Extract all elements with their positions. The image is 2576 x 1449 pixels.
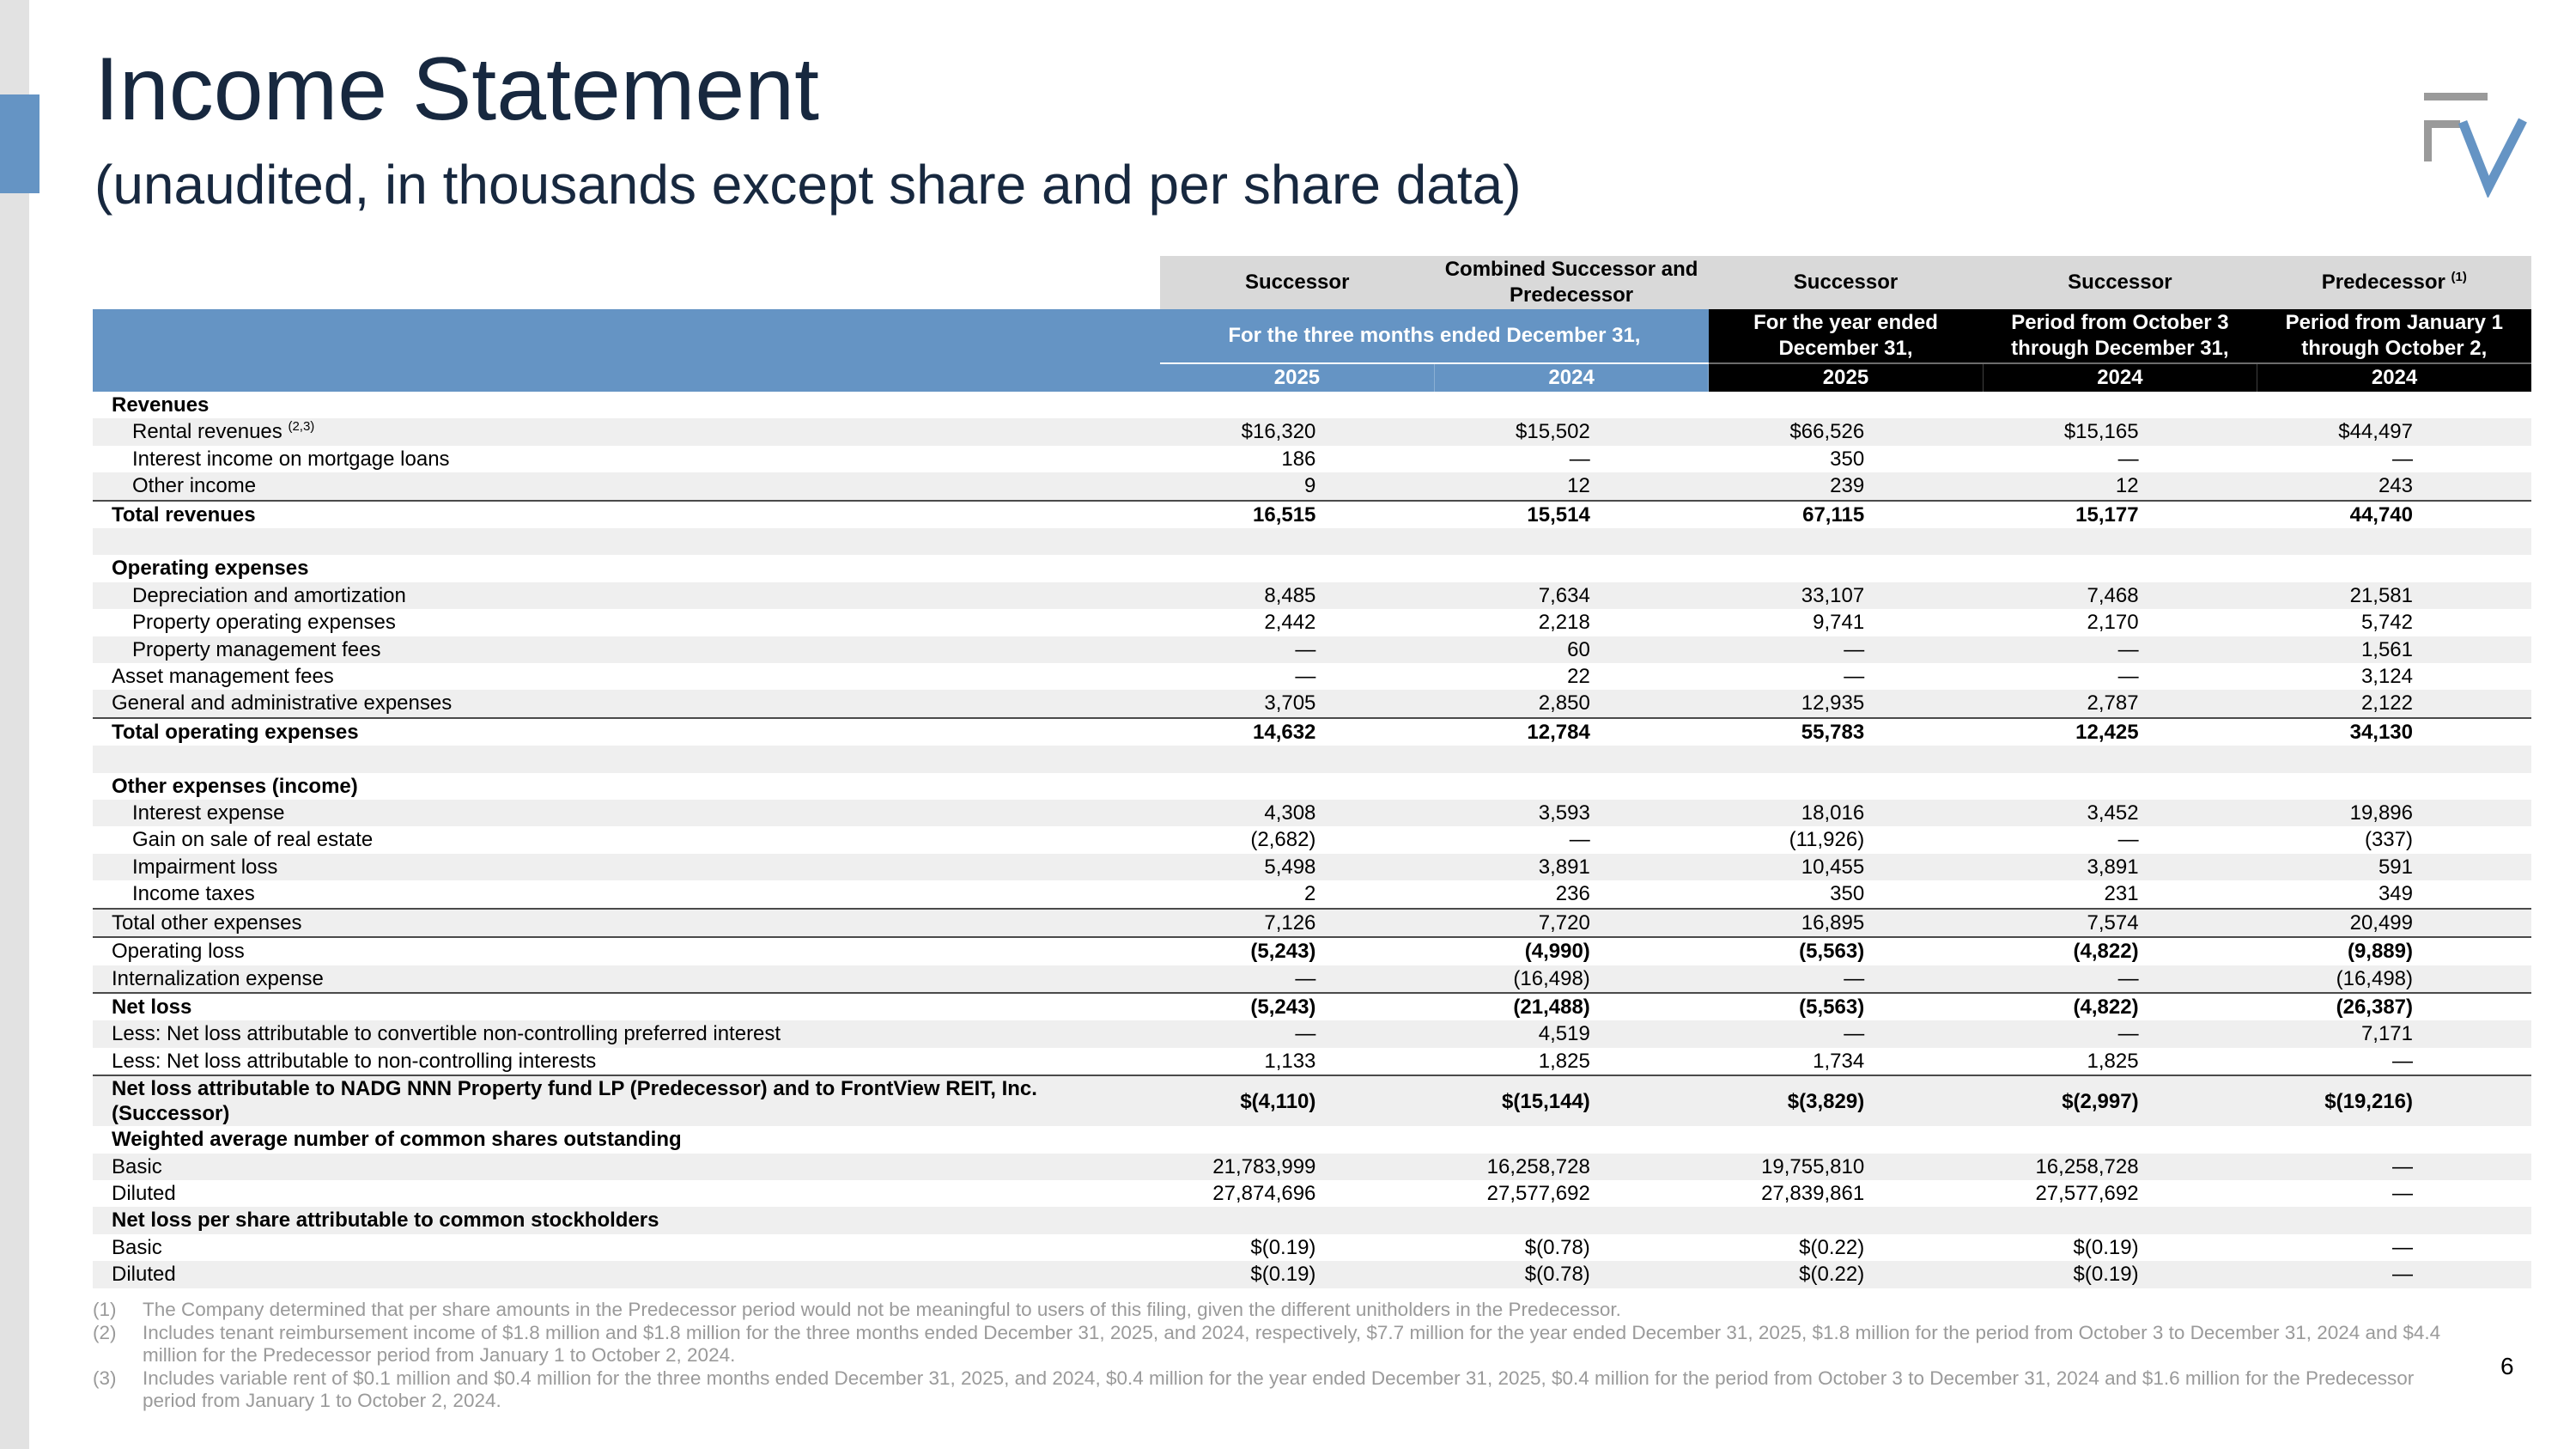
row-value-col-4: — (2117, 828, 2139, 852)
entity-header-3: Successor (1709, 256, 1983, 309)
entity-header-1: Successor (1160, 256, 1434, 309)
table-row (93, 718, 2531, 746)
row-value-col-3: 9,741 (1813, 611, 1865, 635)
entity-header-2: Combined Successor and Predecessor (1434, 256, 1708, 309)
row-value-col-5 (2257, 528, 2531, 555)
row-value-col-2 (1434, 392, 1708, 418)
row-value-col-3: (5,563) (1709, 993, 1983, 1020)
row-value-col-5: 591 (2257, 854, 2531, 880)
row-value-col-3 (1709, 773, 1983, 800)
row-value-col-5: — (2257, 1261, 2531, 1288)
table-row (93, 609, 2531, 636)
row-label: Gain on sale of real estate (132, 828, 374, 852)
row-value-col-5: 1,561 (2257, 636, 2531, 663)
row-label: Interest income on mortgage loans (132, 447, 450, 471)
row-value-col-3 (1709, 746, 1983, 772)
table-row (93, 663, 2531, 690)
table-row (93, 1020, 2531, 1047)
row-value-col-2: $(0.78) (1434, 1261, 1708, 1288)
row-value-col-2 (1434, 746, 1708, 772)
table-row (93, 555, 2531, 581)
year-header-1: 2025 (1160, 363, 1434, 392)
row-value-col-5: — (2392, 447, 2413, 471)
row-value-col-2: 3,593 (1434, 800, 1708, 826)
row-value-col-1: 3,705 (1160, 690, 1434, 717)
row-value-col-1 (1160, 555, 1434, 581)
table-row (93, 800, 2531, 826)
row-label: Impairment loss (93, 854, 1160, 880)
row-value-col-4: 3,452 (1983, 800, 2257, 826)
row-value-col-3: 350 (1830, 882, 1865, 906)
row-value-col-5: 349 (2378, 882, 2413, 906)
row-value-col-2: — (1569, 447, 1590, 471)
row-label: Diluted (93, 1261, 1160, 1288)
row-value-col-1: (2,682) (1250, 828, 1316, 852)
row-value-col-3 (1709, 528, 1983, 555)
row-value-col-3: 350 (1830, 447, 1865, 471)
income-statement-table (93, 256, 2531, 1288)
row-value-col-3: 239 (1709, 472, 1983, 500)
row-value-col-2 (1434, 1207, 1708, 1233)
row-value-col-5: 44,740 (2257, 501, 2531, 528)
row-value-col-5: $(19,216) (2257, 1075, 2531, 1126)
row-value-col-1: 14,632 (1160, 718, 1434, 746)
row-value-col-1: 2 (1304, 882, 1316, 906)
row-value-col-2: (4,990) (1434, 937, 1708, 965)
row-value-col-1: 4,308 (1160, 800, 1434, 826)
row-value-col-2: 2,218 (1538, 611, 1590, 635)
table-row (93, 993, 2531, 1020)
row-value-col-2: 12,784 (1434, 718, 1708, 746)
table-row (93, 880, 2531, 908)
row-value-col-4: $(0.19) (2073, 1235, 2139, 1259)
row-label: Other income (93, 472, 1160, 500)
row-label: Property operating expenses (132, 611, 396, 635)
row-value-col-4: 12 (1983, 472, 2257, 500)
row-value-col-1: (5,243) (1160, 937, 1434, 965)
row-value-col-4: 7,468 (1983, 582, 2257, 609)
row-value-col-3: $66,526 (1709, 418, 1983, 445)
footnote-1: (1) The Company determined that per share amounts in the Predecessor period would not be meaningful to users of this filing, given the different unitholders in the Predecessor. (93, 1299, 1621, 1320)
row-value-col-3: 19,755,810 (1709, 1154, 1983, 1180)
page-title: Income Statement (94, 40, 819, 139)
row-value-col-1: 21,783,999 (1160, 1154, 1434, 1180)
row-value-col-1: $(4,110) (1160, 1075, 1434, 1126)
left-accent-bar (0, 94, 39, 193)
row-value-col-1: 9 (1160, 472, 1434, 500)
row-value-col-5 (2257, 392, 2531, 418)
row-value-col-1: (5,243) (1160, 993, 1434, 1020)
row-value-col-4: (4,822) (1983, 993, 2257, 1020)
row-value-col-4: $(0.19) (1983, 1261, 2257, 1288)
period-header-three-months: For the three months ended December 31, (1160, 309, 1709, 363)
row-value-col-2: (21,488) (1434, 993, 1708, 1020)
footnotes (93, 1299, 2463, 1413)
row-label: Total other expenses (93, 909, 1160, 937)
row-value-col-3: 12,935 (1709, 690, 1983, 717)
entity-header-row (93, 256, 2531, 309)
table-row (93, 826, 2531, 853)
year-header-4: 2024 (1983, 363, 2257, 392)
row-value-col-3: 18,016 (1709, 800, 1983, 826)
row-value-col-3: 10,455 (1709, 854, 1983, 880)
row-value-col-1: 7,126 (1160, 909, 1434, 937)
row-label: Less: Net loss attributable to convertible non-controlling preferred interest (93, 1020, 1160, 1047)
row-value-col-4: 7,574 (1983, 909, 2257, 937)
footnote-3: (3) Includes variable rent of $0.1 million and $0.4 million for the three months ended December 31, 2025, and 2024, $0.4 million for the year ended December 31, 2025, $0.4 million for the period from October 3 to December 31, 2024 and $1.6 million for the Predecessor period from January 1 to October 2, 2024. (93, 1367, 2415, 1411)
period-header-year: For the year ended December 31, (1709, 309, 1983, 363)
table-row (93, 773, 2531, 800)
page-number: 6 (2500, 1353, 2514, 1379)
table-row (93, 582, 2531, 609)
table-row (93, 392, 2531, 418)
row-value-col-5 (2257, 746, 2531, 772)
row-value-col-1 (1160, 1207, 1434, 1233)
row-label: Less: Net loss attributable to non-controlling interests (112, 1049, 597, 1073)
row-value-col-4: 15,177 (1983, 501, 2257, 528)
row-value-col-4: 2,170 (2087, 611, 2139, 635)
row-value-col-1: — (1295, 665, 1316, 689)
row-label (93, 746, 1160, 772)
row-label: Property management fees (93, 636, 1160, 663)
row-value-col-4: — (2117, 447, 2139, 471)
row-value-col-4: 27,577,692 (2035, 1181, 2139, 1205)
row-value-col-2: 7,720 (1434, 909, 1708, 937)
row-value-col-4 (1983, 1126, 2257, 1153)
table-row (93, 1154, 2531, 1180)
row-value-col-3 (1709, 1207, 1983, 1233)
row-value-col-1: 8,485 (1160, 582, 1434, 609)
row-value-col-1: 186 (1281, 447, 1316, 471)
table-row (93, 636, 2531, 663)
table-row (93, 1126, 2531, 1153)
row-value-col-4 (1983, 1207, 2257, 1233)
footnote-2: (2) Includes tenant reimbursement income of $1.8 million and $1.8 million for the three months ended December 31, 2025, and 2024, respectively, $7.7 million for the year ended December 31, 2025, $1.8 million for the period from October 3 to December 31, 2024 and $4.4 million for the Predecessor period from January 1 to October 2, 2024. (93, 1321, 2441, 1366)
row-label: Net loss per share attributable to common stockholders (93, 1207, 1160, 1233)
row-value-col-1: 5,498 (1160, 854, 1434, 880)
row-value-col-2: 12 (1434, 472, 1708, 500)
row-value-col-4: $15,165 (1983, 418, 2257, 445)
row-value-col-2: 1,825 (1538, 1049, 1590, 1073)
row-value-col-2: $15,502 (1434, 418, 1708, 445)
row-value-col-2: $(0.78) (1524, 1235, 1590, 1259)
row-label: Revenues (112, 393, 210, 417)
row-value-col-4: — (2117, 665, 2139, 689)
period-header-oct-dec: Period from October 3 through December 31, (1983, 309, 2257, 363)
row-value-col-4: — (1983, 636, 2257, 663)
row-label: Weighted average number of common shares outstanding (112, 1128, 682, 1152)
row-value-col-4: — (1983, 1020, 2257, 1047)
row-value-col-5: 3,124 (2360, 665, 2413, 689)
table-row (93, 937, 2531, 965)
table-row (93, 1234, 2531, 1261)
row-value-col-1: $(0.19) (1250, 1235, 1316, 1259)
row-value-col-5: — (2392, 1235, 2413, 1259)
table-row (93, 909, 2531, 937)
row-value-col-3: — (1709, 965, 1983, 993)
table-row (93, 690, 2531, 717)
row-label: Interest expense (93, 800, 1160, 826)
table-row (93, 1048, 2531, 1075)
row-value-col-1 (1160, 746, 1434, 772)
period-header-jan-oct: Period from January 1 through October 2, (2257, 309, 2531, 363)
page-subtitle: (unaudited, in thousands except share and per share data) (94, 154, 1522, 216)
row-value-col-5: (9,889) (2257, 937, 2531, 965)
year-header-2: 2024 (1434, 363, 1708, 392)
row-value-col-1 (1160, 1126, 1434, 1153)
row-label: Total operating expenses (93, 718, 1160, 746)
row-value-col-2 (1434, 773, 1708, 800)
row-value-col-2: 2,850 (1434, 690, 1708, 717)
row-value-col-5 (2257, 555, 2531, 581)
frontview-logo-icon (2421, 86, 2533, 198)
row-value-col-1 (1160, 528, 1434, 555)
row-value-col-5: 2,122 (2257, 690, 2531, 717)
row-label: Basic (112, 1235, 162, 1259)
period-header-row (93, 309, 2531, 363)
row-label: Depreciation and amortization (93, 582, 1160, 609)
year-header-3: 2025 (1709, 363, 1983, 392)
table-row (93, 501, 2531, 528)
row-value-col-3 (1709, 392, 1983, 418)
row-value-col-4: (4,822) (1983, 937, 2257, 965)
row-value-col-4 (1983, 528, 2257, 555)
row-value-col-3: 33,107 (1709, 582, 1983, 609)
row-value-col-4: 16,258,728 (1983, 1154, 2257, 1180)
row-value-col-1: 2,442 (1264, 611, 1316, 635)
table-row (93, 965, 2531, 993)
row-value-col-4: 12,425 (1983, 718, 2257, 746)
row-value-col-3 (1709, 555, 1983, 581)
row-value-col-1: — (1160, 636, 1434, 663)
row-value-col-4 (1983, 555, 2257, 581)
row-value-col-4 (1983, 746, 2257, 772)
row-value-col-2: 60 (1434, 636, 1708, 663)
row-value-col-2: (16,498) (1434, 965, 1708, 993)
row-value-col-5: 5,742 (2360, 611, 2413, 635)
row-label: General and administrative expenses (93, 690, 1160, 717)
row-value-col-3: $(3,829) (1709, 1075, 1983, 1126)
row-value-col-3 (1709, 1126, 1983, 1153)
row-label: Asset management fees (112, 665, 334, 689)
row-value-col-4 (1983, 392, 2257, 418)
row-value-col-2: $(15,144) (1434, 1075, 1708, 1126)
row-label: Net loss (93, 993, 1160, 1020)
row-value-col-2: 7,634 (1434, 582, 1708, 609)
row-value-col-4: $(2,997) (1983, 1075, 2257, 1126)
row-value-col-4 (1983, 773, 2257, 800)
row-label: Rental revenues $^{(2,3)}$ (93, 418, 1160, 445)
row-value-col-5: (16,498) (2257, 965, 2531, 993)
row-value-col-3: — (1844, 665, 1865, 689)
row-value-col-3: (11,926) (1789, 828, 1865, 852)
row-value-col-3: (5,563) (1709, 937, 1983, 965)
row-value-col-2 (1434, 528, 1708, 555)
row-value-col-1: $16,320 (1160, 418, 1434, 445)
row-value-col-1: 27,874,696 (1212, 1181, 1316, 1205)
row-value-col-5: (26,387) (2257, 993, 2531, 1020)
row-value-col-2: 16,258,728 (1434, 1154, 1708, 1180)
row-value-col-5: — (2257, 1154, 2531, 1180)
row-value-col-3: 27,839,861 (1761, 1181, 1865, 1205)
row-value-col-4: 1,825 (2087, 1049, 2139, 1073)
row-value-col-5: 243 (2257, 472, 2531, 500)
row-value-col-4: — (1983, 965, 2257, 993)
row-value-col-4: 3,891 (1983, 854, 2257, 880)
row-value-col-1: $(0.19) (1160, 1261, 1434, 1288)
left-edge-strip (0, 0, 29, 1449)
row-value-col-3: 67,115 (1709, 501, 1983, 528)
row-value-col-5: — (2392, 1181, 2413, 1205)
table-row (93, 528, 2531, 555)
table-row (93, 418, 2531, 445)
row-value-col-3: 55,783 (1709, 718, 1983, 746)
row-value-col-5: — (2392, 1049, 2413, 1073)
row-value-col-1: 1,133 (1264, 1049, 1316, 1073)
row-value-col-1 (1160, 773, 1434, 800)
row-label: Income taxes (132, 882, 255, 906)
row-value-col-3: 1,734 (1813, 1049, 1865, 1073)
row-value-col-3: — (1709, 1020, 1983, 1047)
row-value-col-5: (337) (2364, 828, 2413, 852)
row-label: Net loss attributable to NADG NNN Property fund LP (Predecessor) and to FrontView REIT, Inc. (Successor) (93, 1075, 1160, 1126)
row-label: Other expenses (income) (112, 774, 358, 798)
row-value-col-5: 20,499 (2257, 909, 2531, 937)
table-row (93, 472, 2531, 500)
row-label: Operating expenses (112, 557, 309, 581)
entity-header-4: Successor (1983, 256, 2257, 309)
row-value-col-1: — (1160, 1020, 1434, 1047)
entity-header-5: Predecessor $^{(1)}$ (2257, 256, 2531, 309)
table-row (93, 854, 2531, 880)
row-value-col-2: 3,891 (1434, 854, 1708, 880)
row-value-col-3: $(0.22) (1709, 1261, 1983, 1288)
row-value-col-2: 27,577,692 (1486, 1181, 1590, 1205)
row-label: Total revenues (93, 501, 1160, 528)
row-label: Internalization expense (93, 965, 1160, 993)
row-label: Operating loss (93, 937, 1160, 965)
row-label: Basic (93, 1154, 1160, 1180)
row-value-col-5: 34,130 (2257, 718, 2531, 746)
table-row (93, 1207, 2531, 1233)
row-value-col-4: 231 (2104, 882, 2139, 906)
row-value-col-5: $44,497 (2257, 418, 2531, 445)
row-value-col-3: — (1709, 636, 1983, 663)
row-value-col-2 (1434, 1126, 1708, 1153)
row-value-col-5: 19,896 (2257, 800, 2531, 826)
table-row (93, 1261, 2531, 1288)
row-value-col-1: 16,515 (1160, 501, 1434, 528)
year-header-5: 2024 (2257, 363, 2531, 392)
row-value-col-2: 22 (1567, 665, 1590, 689)
row-value-col-3: 16,895 (1709, 909, 1983, 937)
row-value-col-5: 21,581 (2257, 582, 2531, 609)
row-value-col-2: 4,519 (1434, 1020, 1708, 1047)
row-label: Diluted (112, 1181, 176, 1205)
row-value-col-4: 2,787 (1983, 690, 2257, 717)
row-value-col-1 (1160, 392, 1434, 418)
row-value-col-5 (2257, 1207, 2531, 1233)
row-value-col-3: $(0.22) (1799, 1235, 1865, 1259)
table-row (93, 446, 2531, 472)
row-value-col-5: 7,171 (2257, 1020, 2531, 1047)
row-value-col-2 (1434, 555, 1708, 581)
table-row (93, 1180, 2531, 1207)
row-value-col-2: — (1569, 828, 1590, 852)
row-label (93, 528, 1160, 555)
row-value-col-2: 15,514 (1434, 501, 1708, 528)
table-body (93, 392, 2531, 1288)
row-value-col-2: 236 (1555, 882, 1590, 906)
row-value-col-5 (2257, 773, 2531, 800)
table-row (93, 746, 2531, 772)
table-row (93, 1075, 2531, 1126)
row-value-col-5 (2257, 1126, 2531, 1153)
row-value-col-1: — (1160, 965, 1434, 993)
